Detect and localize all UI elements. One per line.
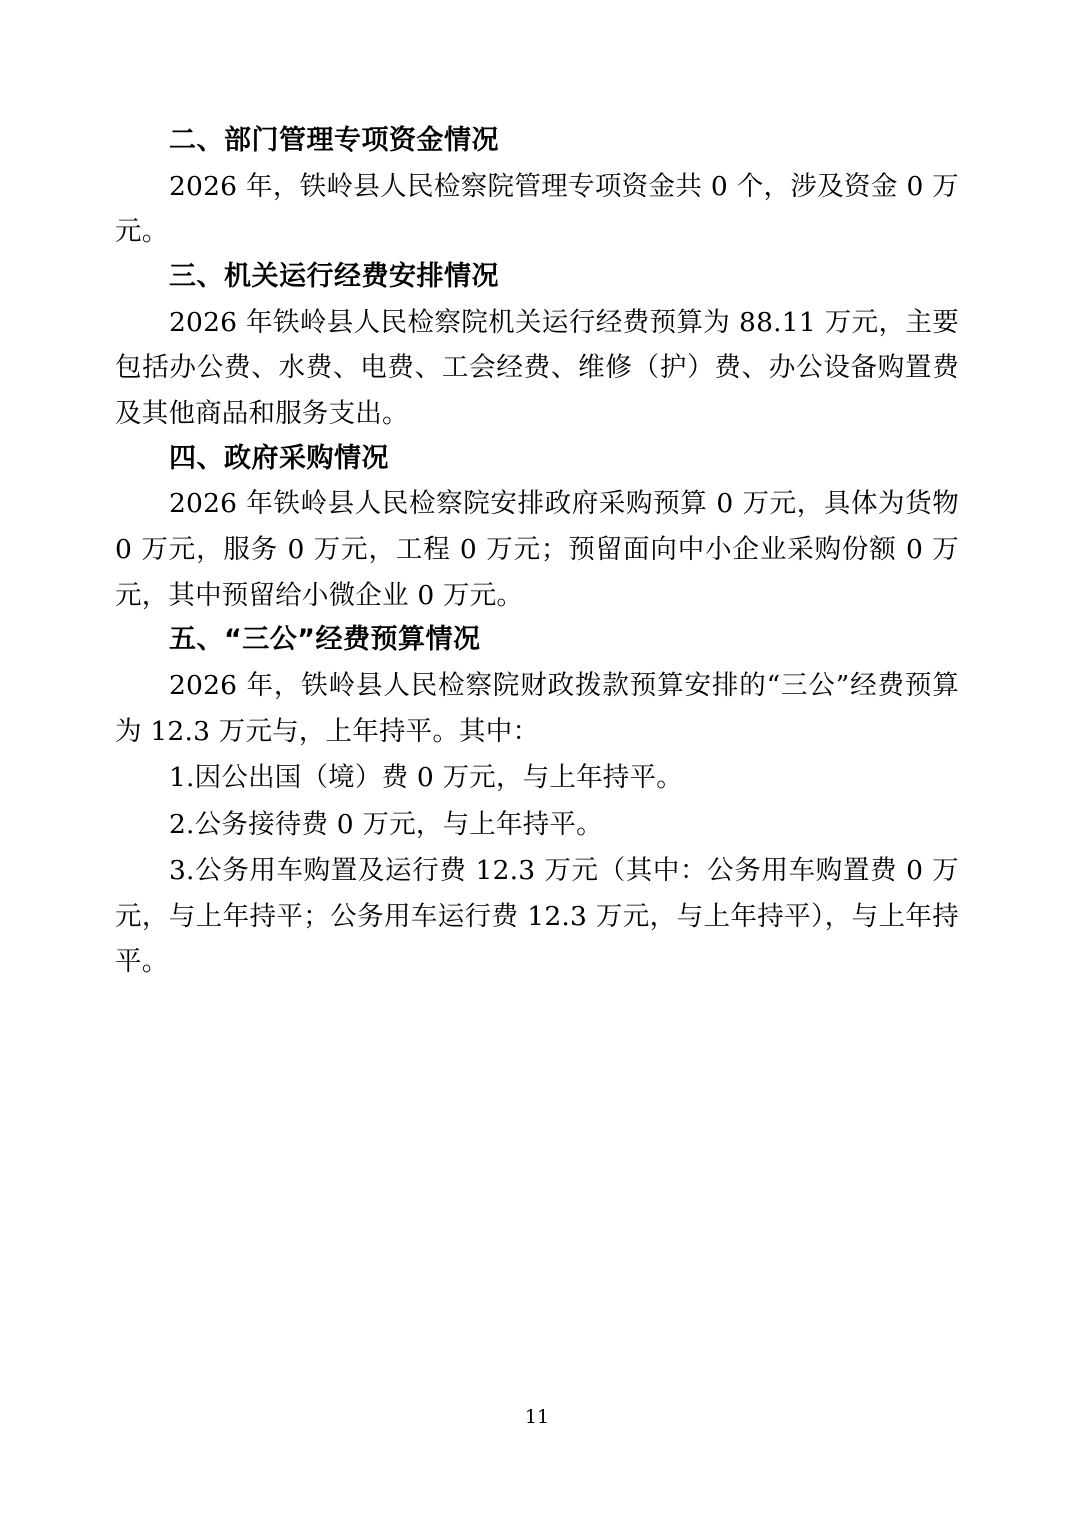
section-heading-3: 三、机关运行经费安排情况 [169,261,499,292]
section-5-item-3: 3.公务用车购置及运行费 12.3 万元（其中：公务用车购置费 0 万元，与上年持平；公务用车运行费 12.3 万元，与上年持平），与上年持平。 [115,855,959,978]
document-body [115,120,959,985]
section-5-paragraph-1: 2026 年，铁岭县人民检察院财政拨款预算安排的“三公”经费预算为 12.3 万元与，上年持平。其中： [115,670,959,747]
section-5-item-1: 1.因公出国（境）费 0 万元，与上年持平。 [169,762,683,794]
section-5-item-2: 2.公务接待费 0 万元，与上年持平。 [169,808,603,840]
section-3-paragraph-1: 2026 年铁岭县人民检察院机关运行经费预算为 88.11 万元，主要包括办公费、水费、电费、工会经费、维修（护）费、办公设备购置费及其他商品和服务支出。 [115,306,959,429]
section-heading-4: 四、政府采购情况 [169,442,389,474]
section-4-paragraph-1: 2026 年铁岭县人民检察院安排政府采购预算 0 万元，具体为货物 0 万元，服务 0 万元，工程 0 万元；预留面向中小企业采购份额 0 万元，其中预留给小微企业 0 万元。 [115,488,959,611]
section-heading-2: 二、部门管理专项资金情况 [169,125,499,156]
section-2-paragraph-1: 2026 年，铁岭县人民检察院管理专项资金共 0 个，涉及资金 0 万元。 [115,170,959,248]
page-number: 11 [524,1406,550,1428]
section-heading-5: 五、“三公”经费预算情况 [169,624,481,656]
